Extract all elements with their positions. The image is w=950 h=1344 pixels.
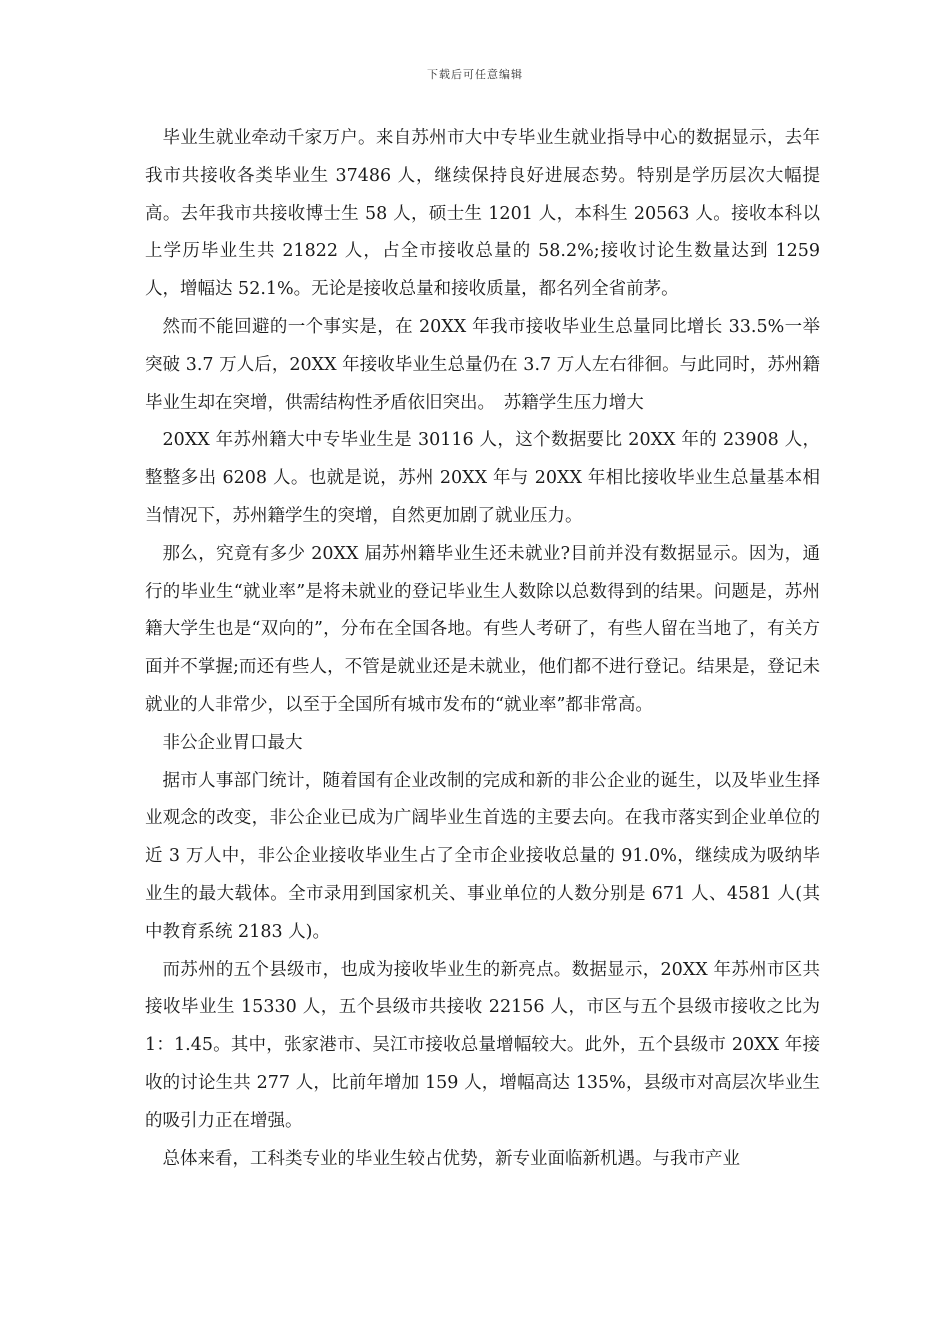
paragraph-employment-rate: 那么，究竟有多少 20XX 届苏州籍毕业生还未就业?目前并没有数据显示。因为，通行的毕业生“就业率”是将未就业的登记毕业生人数除以总数得到的结果。问题是，苏州籍大学生也是“双向的”，分布在全国各地。有些人考研了，有些人留在当地了，有关方面并不掌握;而还有些人，不管是就业还是未就业，他们都不进行登记。结果是，登记未就业的人非常少，以至于全国所有城市发布的“就业率”都非常高。 (145, 543, 820, 715)
paragraph-intro: 毕业生就业牵动千家万户。来自苏州市大中专毕业生就业指导中心的数据显示，去年我市共接收各类毕业生 37486 人，继续保持良好进展态势。特别是学历层次大幅提高。去年我市共接收博士生 58 人，硕士生 1201 人，本科生 20563 人。接收本科以上学历毕业生共 21822 人，占全市接收总量的 58.2%;接收讨论生数量达到 1259 人，增幅达 52.1%。无论是接收总量和接收质量，都名列全省前茅。 (145, 128, 820, 300)
paragraph-private-enterprise: 据市人事部门统计，随着国有企业改制的完成和新的非公企业的诞生，以及毕业生择业观念的改变，非公企业已成为广阔毕业生首选的主要去向。在我市落实到企业单位的近 3 万人中，非公企业接收毕业生占了全市企业接收总量的 91.0%，继续成为吸纳毕业生的最大载体。全市录用到国家机关、事业单位的人数分别是 671 人、4581 人(其中教育系统 2183 人)。 (145, 770, 820, 942)
paragraph-county-cities: 而苏州的五个县级市，也成为接收毕业生的新亮点。数据显示，20XX 年苏州市区共接收毕业生 15330 人，五个县级市共接收 22156 人，市区与五个县级市接收之比为 1：1.45。其中，张家港市、吴江市接收总量增幅较大。此外，五个县级市 20XX 年接收的讨论生共 277 人，比前年增加 159 人，增幅高达 135%，县级市对高层次毕业生的吸引力正在增强。 (145, 959, 820, 1131)
document-body (145, 120, 820, 1178)
paragraph-overview: 总体来看，工科类专业的毕业生较占优势，新专业面临新机遇。与我市产业 (162, 1148, 740, 1169)
page-header: 下载后可任意编辑 (427, 68, 523, 81)
section-heading-private-enterprise: 非公企业胃口最大 (162, 732, 303, 753)
paragraph-local-graduates: 20XX 年苏州籍大中专毕业生是 30116 人，这个数据要比 20XX 年的 23908 人，整整多出 6208 人。也就是说，苏州 20XX 年与 20XX 年相比接收毕业生总量基本相当情况下，苏州籍学生的突增，自然更加剧了就业压力。 (145, 430, 820, 526)
paragraph-supply-demand: 然而不能回避的一个事实是，在 20XX 年我市接收毕业生总量同比增长 33.5%一举突破 3.7 万人后，20XX 年接收毕业生总量仍在 3.7 万人左右徘徊。与此同时，苏州籍毕业生却在突增，供需结构性矛盾依旧突出。 苏籍学生压力增大 (145, 316, 820, 413)
